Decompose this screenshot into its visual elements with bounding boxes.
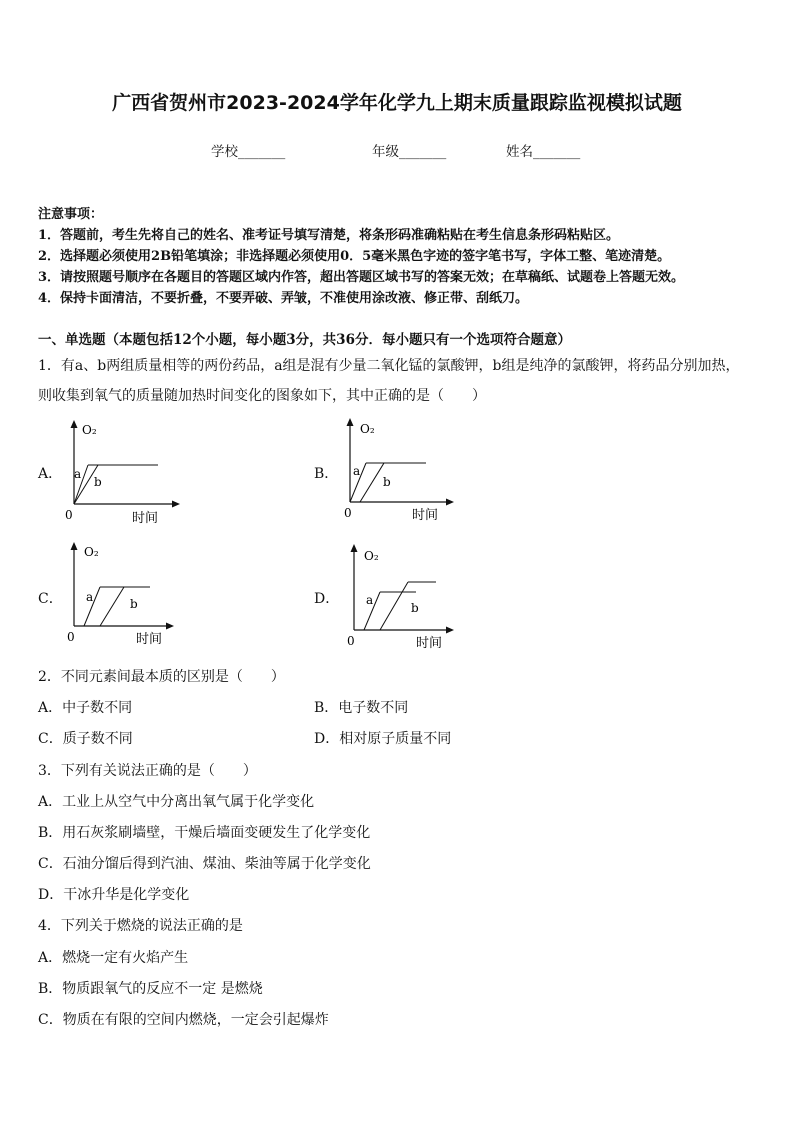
q1-stem-line1: 1．有a、b两组质量相等的两份药品，a组是混有少量二氧化锰的氯酸钾，b组是纯净的氯酸钾，将药品分别加热， xyxy=(38,358,740,374)
q1-option-a-label: A． xyxy=(38,466,63,482)
q1-graph-d-origin: 0 xyxy=(347,634,355,648)
q1-graph-a xyxy=(58,418,188,530)
q1-graph-d-label-a: a xyxy=(366,593,374,607)
q1-graph-b xyxy=(336,416,466,528)
q2-option-c: C．质子数不同 xyxy=(38,731,133,747)
q2-option-a: A．中子数不同 xyxy=(38,700,133,716)
q1-graph-c-label-a: a xyxy=(86,590,94,604)
q4-option-c: C．物质在有限的空间内燃烧，一定会引起爆炸 xyxy=(38,1012,329,1028)
q3-option-a: A．工业上从空气中分离出氧气属于化学变化 xyxy=(38,794,315,810)
q1-graph-b-ylabel: O₂ xyxy=(360,422,375,436)
q1-graph-b-xlabel: 时间 xyxy=(412,508,439,523)
q4-stem: 4．下列关于燃烧的说法正确的是 xyxy=(38,918,243,934)
q4-option-b: B．物质跟氧气的反应不一定 是燃烧 xyxy=(38,981,263,997)
notice-item-3: 3．请按照题号顺序在各题目的答题区域内作答，超出答题区域书写的答案无效；在草稿纸、试题卷上答题无效。 xyxy=(38,270,685,285)
q1-graph-d-xlabel: 时间 xyxy=(416,636,443,651)
q1-graph-a-label-a: a xyxy=(74,467,82,481)
q4-option-a: A．燃烧一定有火焰产生 xyxy=(38,950,189,966)
q3-stem: 3．下列有关说法正确的是（ ） xyxy=(38,763,257,779)
notice-heading: 注意事项： xyxy=(38,207,104,222)
q1-option-c-label: C． xyxy=(38,591,63,607)
notice-item-4: 4．保持卡面清洁，不要折叠，不要弄破、弄皱，不准使用涂改液、修正带、刮纸刀。 xyxy=(38,291,529,306)
q1-option-b-label: B． xyxy=(314,466,339,482)
q3-option-b: B．用石灰浆刷墙壁，干燥后墙面变硬发生了化学变化 xyxy=(38,825,371,841)
q2-option-d: D．相对原子质量不同 xyxy=(314,731,452,747)
q1-graph-b-label-a: a xyxy=(353,464,361,478)
q1-graph-d-ylabel: O₂ xyxy=(364,549,379,563)
grade-field: 年级_______ xyxy=(372,144,447,160)
q1-graph-a-label-b: b xyxy=(94,475,102,489)
q1-graph-b-origin: 0 xyxy=(344,506,352,520)
q1-graph-c-xlabel: 时间 xyxy=(136,632,163,647)
page-title: 广西省贺州市2023-2024学年化学九上期末质量跟踪监视模拟试题 xyxy=(112,92,682,114)
q1-graph-b-label-b: b xyxy=(383,475,391,489)
q1-graph-c-origin: 0 xyxy=(67,630,75,644)
q2-stem: 2．不同元素间最本质的区别是（ ） xyxy=(38,669,285,685)
q1-stem-line2: 则收集到氧气的质量随加热时间变化的图象如下，其中正确的是（ ） xyxy=(38,388,486,404)
section-heading: 一、单选题（本题包括12个小题，每小题3分，共36分．每小题只有一个选项符合题意） xyxy=(38,332,571,348)
notice-item-2: 2．选择题必须使用2B铅笔填涂；非选择题必须使用0．5毫米黑色字迹的签字笔书写，字体工整、笔迹清楚。 xyxy=(38,249,671,264)
school-field: 学校_______ xyxy=(211,144,286,160)
q3-option-d: D．干冰升华是化学变化 xyxy=(38,887,190,903)
q1-option-d-label: D． xyxy=(314,591,340,607)
name-field: 姓名_______ xyxy=(506,144,581,160)
q1-graph-a-origin: 0 xyxy=(65,508,73,522)
q1-graph-c-label-b: b xyxy=(130,597,138,611)
q2-option-b: B．电子数不同 xyxy=(314,700,409,716)
notice-item-1: 1．答题前，考生先将自己的姓名、准考证号填写清楚，将条形码准确粘贴在考生信息条形码粘贴区。 xyxy=(38,228,620,243)
q1-graph-d-label-b: b xyxy=(411,601,419,615)
q1-graph-a-xlabel: 时间 xyxy=(132,511,159,526)
q1-graph-a-ylabel: O₂ xyxy=(82,423,97,437)
q1-graph-c xyxy=(58,540,188,652)
q3-option-c: C．石油分馏后得到汽油、煤油、柴油等属于化学变化 xyxy=(38,856,371,872)
q1-graph-d xyxy=(340,542,470,654)
q1-graph-c-ylabel: O₂ xyxy=(84,545,99,559)
